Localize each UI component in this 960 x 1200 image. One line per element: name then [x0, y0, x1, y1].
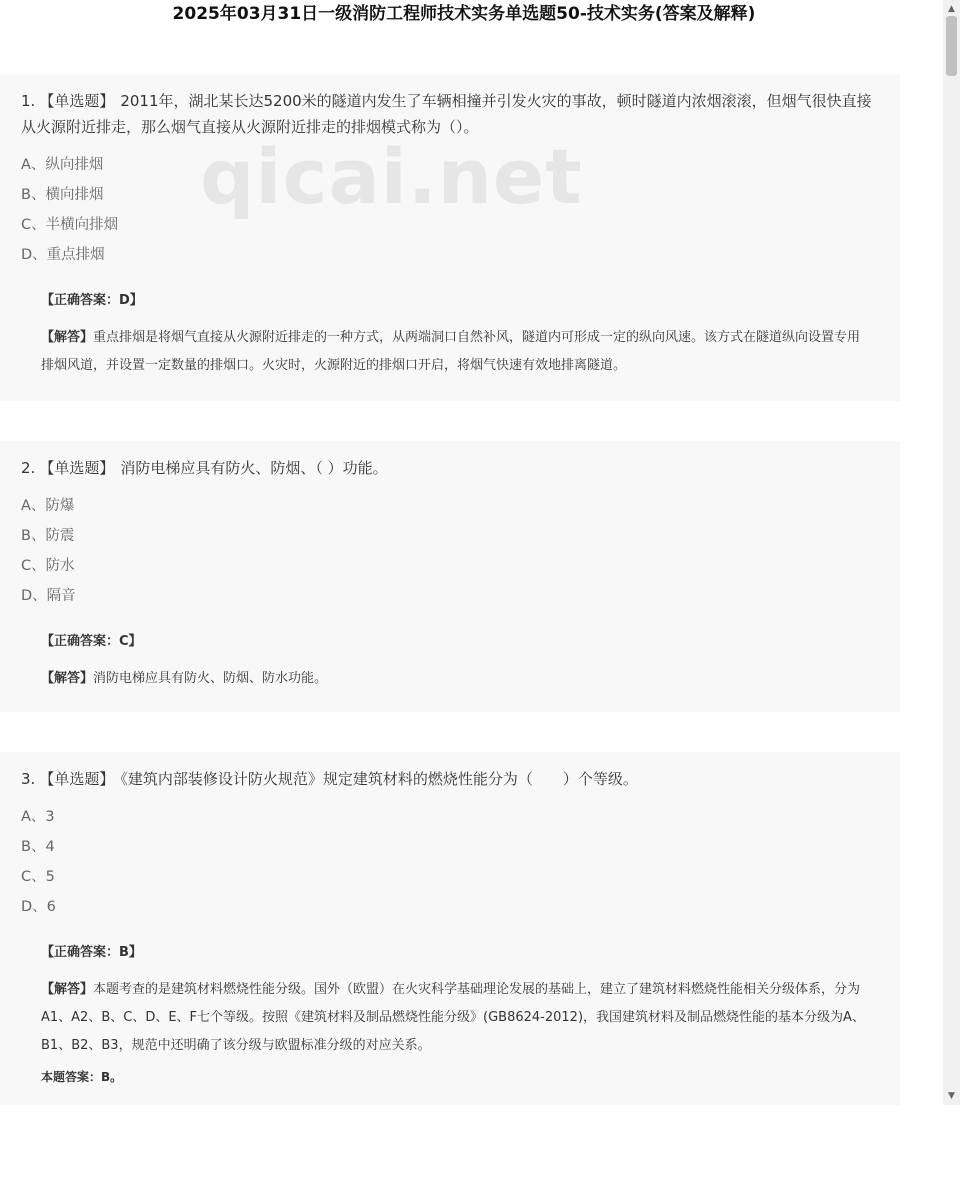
scroll-down-arrow-icon[interactable]: ▼: [948, 1091, 955, 1101]
option-b: B、防震: [21, 528, 75, 544]
question-text: [21, 455, 884, 481]
explanation-label: 【解答】: [41, 982, 94, 997]
option-c: C、5: [21, 869, 55, 885]
question-number: 2.: [21, 459, 36, 477]
option-b: B、横向排烟: [21, 187, 104, 203]
page-title: 2025年03月31日一级消防工程师技术实务单选题50-技术实务(答案及解释): [172, 4, 756, 24]
option-list: [21, 491, 900, 611]
explanation-text: 消防电梯应具有防火、防烟、防水功能。: [93, 671, 328, 686]
correct-answer: 【正确答案：C】: [41, 634, 142, 649]
question-card: [0, 752, 900, 1105]
option-d: D、重点排烟: [21, 247, 105, 263]
scroll-up-arrow-icon[interactable]: ▲: [948, 4, 955, 14]
scrollbar-thumb[interactable]: [946, 16, 957, 76]
question-text: [21, 88, 884, 140]
option-a: A、3: [21, 809, 55, 825]
question-stem: 《建筑内部装修设计防火规范》规定建筑材料的燃烧性能分为（ ）个等级。: [120, 770, 638, 788]
explanation: [41, 976, 868, 1060]
question-type-tag: 【单选题】: [39, 459, 115, 477]
explanation-text: 本题考查的是建筑材料燃烧性能分级。国外（欧盟）在火灾科学基础理论发展的基础上，建立了建筑材料燃烧性能相关分级体系，分为A1、A2、B、C、D、E、F七个等级。按照《建筑材料及制品燃烧性能分级》(GB8624-2012)，我国建筑材料及制品燃烧性能的基本分级为A、B1、B2、B3，规范中还明确了该分级与欧盟标准分级的对应关系。: [41, 982, 865, 1053]
question-type-tag: 【单选题】: [39, 770, 115, 788]
option-list: [21, 802, 900, 922]
watermark: qicai.net: [200, 132, 583, 221]
question-type-tag: 【单选题】: [39, 92, 115, 110]
option-a: A、纵向排烟: [21, 157, 104, 173]
answer-summary: 本题答案：B。: [41, 1070, 123, 1084]
explanation: [41, 324, 868, 380]
question-card: [0, 74, 900, 401]
explanation: [41, 665, 868, 693]
vertical-scrollbar[interactable]: [943, 0, 960, 1105]
explanation-label: 【解答】: [41, 330, 94, 345]
question-number: 1.: [21, 92, 36, 110]
question-stem: 消防电梯应具有防火、防烟、（ ）功能。: [120, 459, 388, 477]
option-c: C、半横向排烟: [21, 217, 119, 233]
correct-answer: 【正确答案：B】: [41, 945, 142, 960]
option-a: A、防爆: [21, 498, 75, 514]
option-b: B、4: [21, 839, 55, 855]
explanation-label: 【解答】: [41, 671, 94, 686]
option-d: D、6: [21, 899, 56, 915]
question-card: [0, 441, 900, 712]
explanation-text: 重点排烟是将烟气直接从火源附近排走的一种方式，从两端洞口自然补风，隧道内可形成一定的纵向风速。该方式在隧道纵向设置专用排烟风道，并设置一定数量的排烟口。火灾时，火源附近的排烟口开启，将烟气快速有效地排离隧道。: [41, 330, 861, 373]
option-d: D、隔音: [21, 588, 76, 604]
question-text: [21, 766, 884, 792]
question-stem: 2011年，湖北某长达5200米的隧道内发生了车辆相撞并引发火灾的事故，顿时隧道内浓烟滚滚，但烟气很快直接从火源附近排走，那么烟气直接从火源附近排走的排烟模式称为（）。: [21, 92, 872, 136]
question-number: 3.: [21, 770, 36, 788]
correct-answer: 【正确答案：D】: [41, 293, 143, 308]
option-list: [21, 150, 900, 270]
option-c: C、防水: [21, 558, 75, 574]
